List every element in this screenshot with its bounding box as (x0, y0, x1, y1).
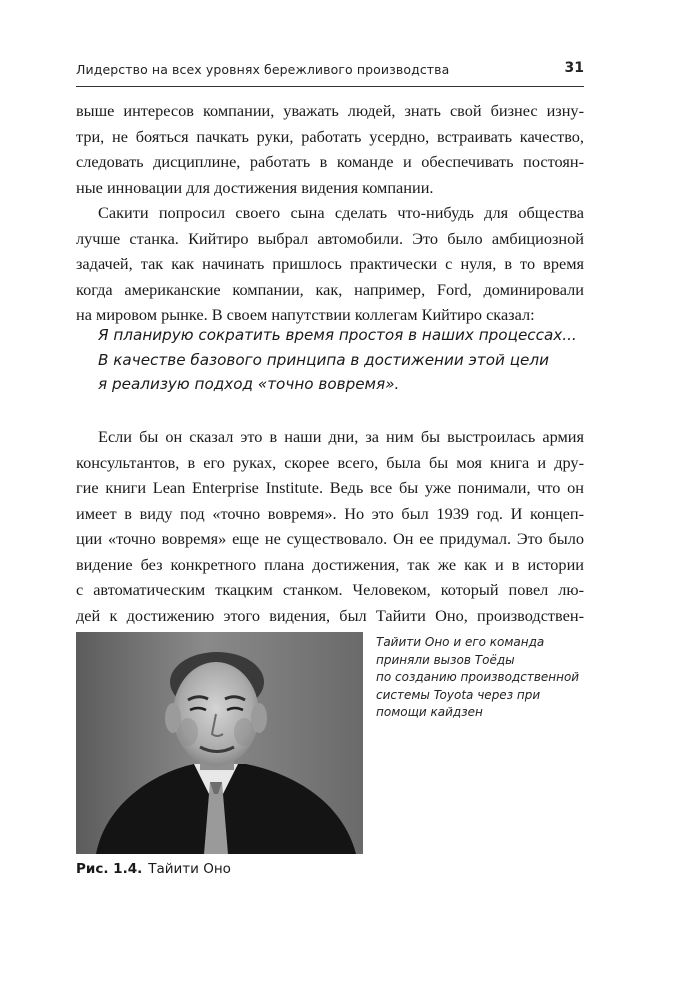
side-caption-line: приняли вызов Тоёды (376, 652, 515, 667)
text-line: имеет в виду под «точно вовремя». Но это был 1939 год. И концеп- (76, 503, 584, 523)
portrait-photo (76, 632, 363, 854)
paragraph-3 (76, 424, 584, 654)
quote-line: я реализую подход «точно вовремя». (98, 375, 400, 393)
paragraph-2 (76, 200, 584, 328)
text-line: видение без конкретного плана достижения, так же как и в истории (76, 554, 584, 574)
text-line: три, не бояться пачкать руки, работать усердно, встраивать качество, (76, 126, 584, 146)
quote-line: Я планирую сократить время простоя в наших процессах... (98, 326, 577, 344)
text-line: следовать дисциплине, работать в команде и обеспечивать постоян- (76, 152, 584, 171)
side-caption-line: помощи кайдзен (376, 705, 483, 720)
text-line: на мировом рынке. В своем напутствии коллегам Кийтиро сказал: (76, 305, 535, 324)
quote-line: В качестве базового принципа в достижении этой цели (98, 350, 549, 369)
text-block-upper (76, 98, 584, 328)
text-line: когда американские компании, как, например, Ford, доминировали (76, 279, 584, 299)
figure-caption-text: Тайити Оно (148, 861, 231, 877)
figure-caption-label: Рис. 1.4. (76, 861, 143, 877)
text-line: ные инновации для достижения видения компании. (76, 177, 434, 197)
text-line: задачей, так как начинать пришлось практически с нуля, в то время (76, 254, 584, 273)
text-line: лучше станка. Кийтиро выбрал автомобили. Это было амбициозной (76, 228, 584, 248)
text-line: с автоматическим ткацким станком. Человеком, который повел лю- (76, 580, 584, 599)
portrait-illustration (76, 632, 363, 854)
paragraph-1 (76, 98, 584, 200)
side-caption-line: системы Toyota через при (376, 687, 541, 702)
side-caption-line: по созданию производственной (376, 670, 580, 685)
running-head: Лидерство на всех уровнях бережливого производства (76, 62, 450, 77)
figure-side-caption (376, 634, 591, 722)
text-line: Сакити попросил своего сына сделать что-нибудь для общества (98, 203, 584, 222)
text-line: Если бы он сказал это в наши дни, за ним бы выстроилась армия (98, 427, 584, 446)
text-line: дей к достижению этого видения, был Тайити Оно, производствен- (76, 605, 584, 625)
page-number: 31 (564, 60, 584, 76)
header-rule (76, 86, 584, 87)
text-line: ции «точно вовремя» еще не существовало. Он ее придумал. Это было (76, 529, 584, 548)
figure-caption (76, 861, 231, 877)
side-caption-line: Тайити Оно и его команда (376, 635, 545, 649)
text-line: гие книги Lean Enterprise Institute. Ведь все бы уже понимали, что он (76, 478, 584, 497)
text-line: консультантов, в его руках, скорее всего, была бы моя книга и дру- (76, 452, 584, 472)
block-quote (98, 323, 584, 397)
text-line: выше интересов компании, уважать людей, знать свой бизнес изну- (76, 101, 584, 120)
